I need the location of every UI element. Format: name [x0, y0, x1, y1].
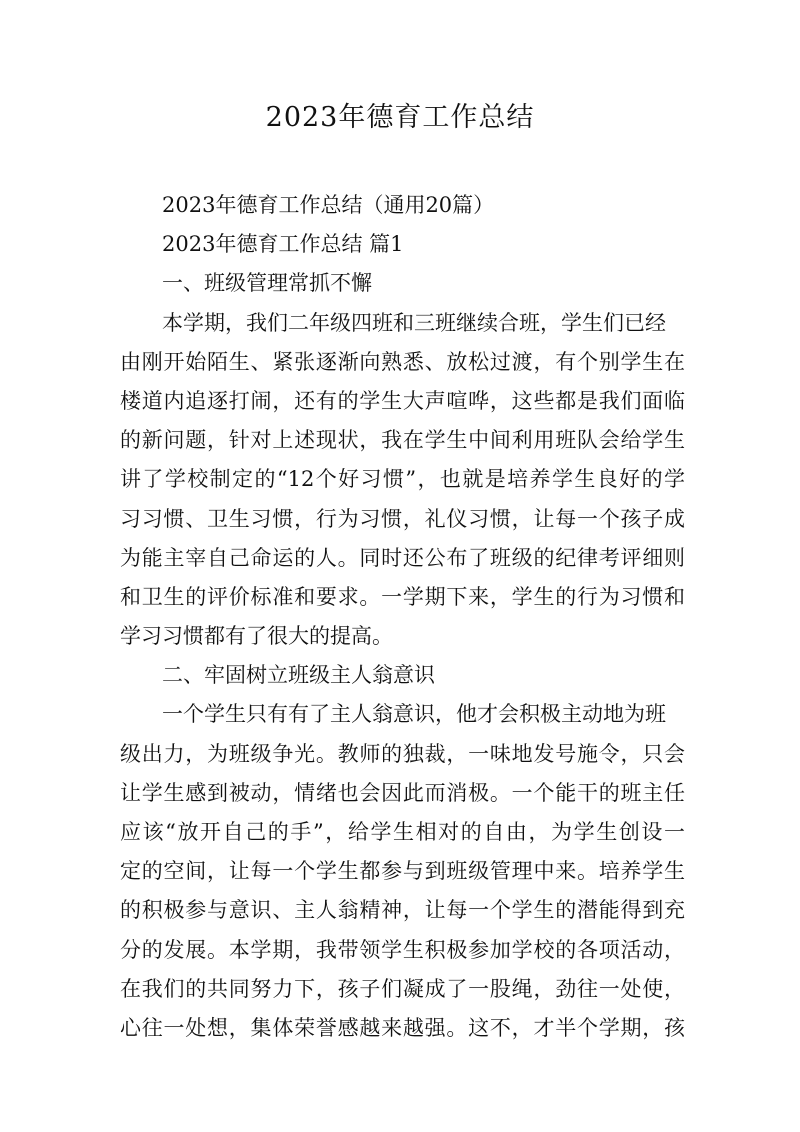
text-line: 二、牢固树立班级主人翁意识: [162, 663, 435, 688]
document-title: 2023年德育工作总结: [265, 102, 535, 133]
text-line: 本学期，我们二年级四班和三班继续合班，学生们已经: [162, 310, 666, 335]
text-line: 一个学生只有有了主人翁意识，他才会积极主动地为班: [162, 702, 666, 727]
text-line: 分的发展。本学期，我带领学生积极参加学校的各项活动，: [120, 937, 685, 962]
text-line: 定的空间，让每一个学生都参与到班级管理中来。培养学生: [120, 859, 685, 884]
text-line: 心往一处想，集体荣誉感越来越强。这不，才半个学期，孩: [120, 1015, 685, 1040]
text-line: 由刚开始陌生、紧张逐渐向熟悉、放松过渡，有个别学生在: [120, 349, 685, 374]
text-line: 一、班级管理常抓不懈: [162, 271, 372, 296]
text-line: 习习惯、卫生习惯，行为习惯，礼仪习惯，让每一个孩子成: [120, 506, 685, 531]
text-line: 为能主宰自己命运的人。同时还公布了班级的纪律考评细则: [120, 545, 685, 570]
text-line: 级出力，为班级争光。教师的独裁，一味地发号施令，只会: [120, 741, 685, 766]
text-line: 应该“放开自己的手”，给学生相对的自由，为学生创设一: [120, 820, 685, 844]
text-line: 和卫生的评价标准和要求。一学期下来，学生的行为习惯和: [120, 584, 685, 609]
text-line: 2023年德育工作总结 篇1: [162, 232, 404, 257]
document-body: [120, 186, 685, 1048]
text-line: 讲了学校制定的“12个好习惯”，也就是培养学生良好的学: [120, 467, 685, 492]
text-line: 的新问题，针对上述现状，我在学生中间利用班队会给学生: [120, 428, 685, 453]
text-line: 学习习惯都有了很大的提高。: [120, 624, 393, 649]
text-line: 的积极参与意识、主人翁精神，让每一个学生的潜能得到充: [120, 898, 685, 923]
text-line: 2023年德育工作总结（通用20篇）: [162, 193, 495, 217]
text-line: 在我们的共同努力下，孩子们凝成了一股绳，劲往一处使，: [120, 976, 685, 1001]
text-line: 让学生感到被动，情绪也会因此而消极。一个能干的班主任: [120, 780, 685, 805]
text-line: 楼道内追逐打闹，还有的学生大声喧哗，这些都是我们面临: [120, 388, 685, 413]
